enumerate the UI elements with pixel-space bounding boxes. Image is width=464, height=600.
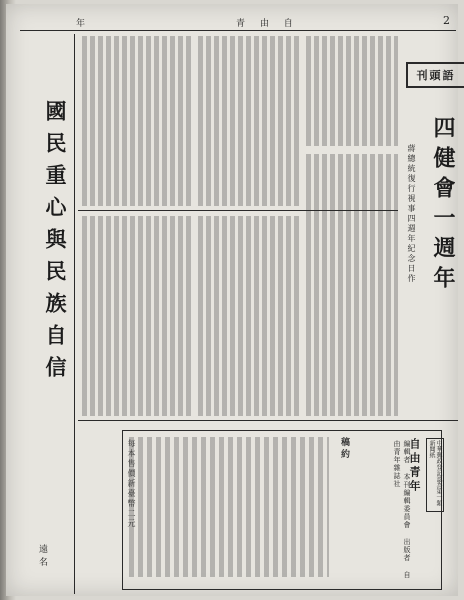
notice-price: 每本售價新臺幣二元 <box>127 439 136 529</box>
body-text-block <box>82 216 194 416</box>
masthead-name: 自由青年 <box>408 438 421 494</box>
notice-heading: 稿約 <box>339 437 349 461</box>
postal-stamp: 中華郵政登記認為第一類新聞紙 <box>426 438 444 512</box>
left-column-signature: 遠名 <box>37 544 47 570</box>
left-column-rule <box>74 34 75 594</box>
page-number: 2 <box>443 14 450 27</box>
header-rule <box>20 30 456 31</box>
section-rule <box>78 420 458 421</box>
masthead-details: 編輯者 本刊編輯委員會 出版者 自由青年雜誌社 <box>393 440 411 579</box>
header-left: 年 <box>76 19 88 29</box>
left-column-heading: 國民重心與民族自信 <box>43 100 68 388</box>
body-text-block <box>198 216 302 416</box>
column-badge: 刊頭語 <box>406 62 464 88</box>
section-rule <box>78 210 398 211</box>
article-subtitle: 蔣總統復行視事四週年紀念日作 <box>407 144 416 284</box>
body-text-block <box>82 36 194 206</box>
article-title: 四健會一週年 <box>430 116 456 296</box>
body-text-block <box>306 154 398 416</box>
header-title: 青 由 自 <box>236 19 299 29</box>
notice-text <box>129 437 329 577</box>
magazine-page <box>6 4 458 596</box>
body-text-block <box>198 36 302 206</box>
body-text-block <box>306 36 398 146</box>
